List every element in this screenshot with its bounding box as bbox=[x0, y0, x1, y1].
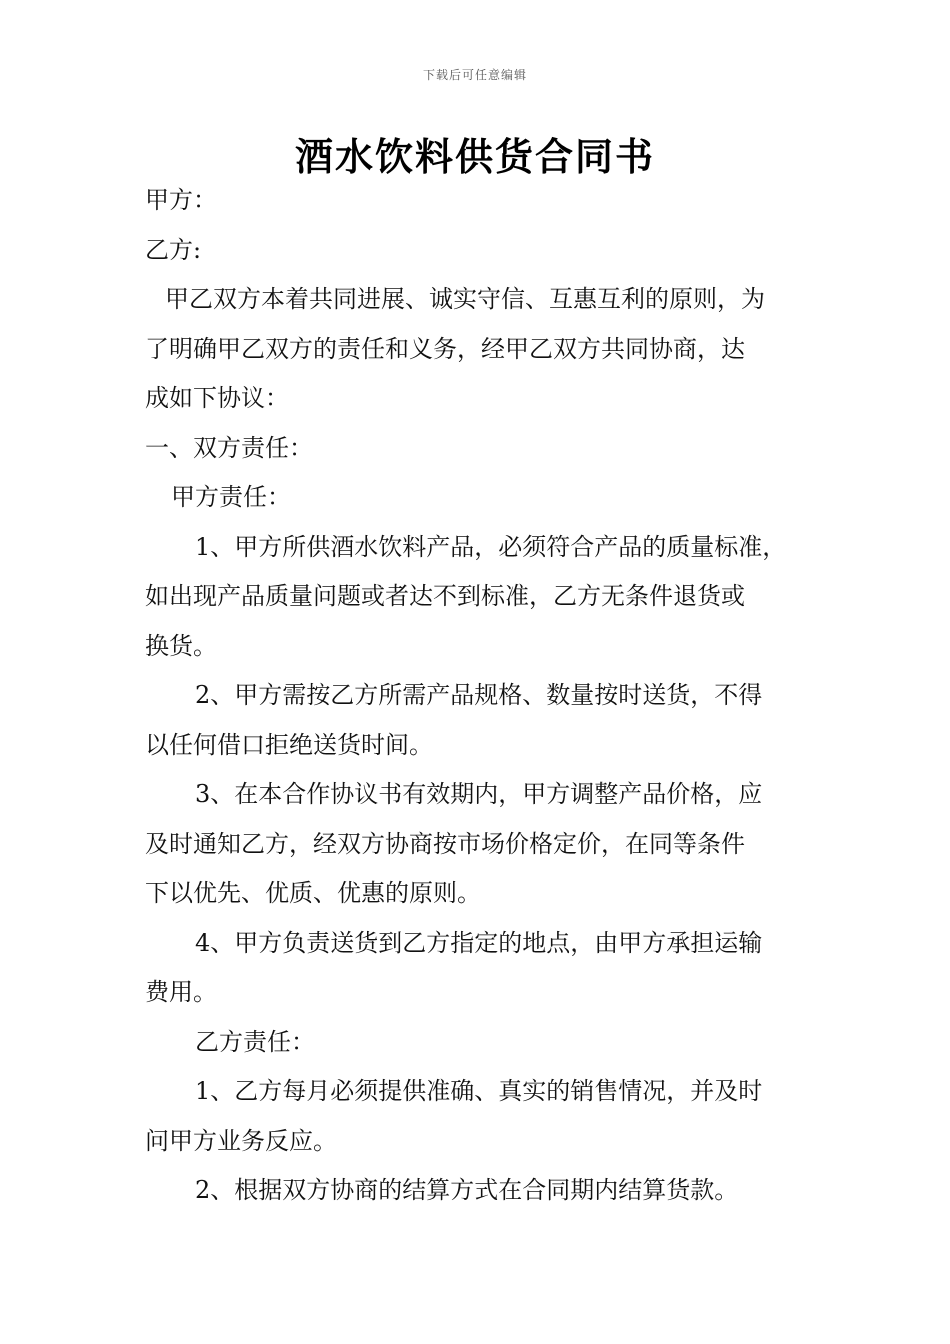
preamble-line: 成如下协议： bbox=[145, 384, 289, 412]
clause-line: 及时通知乙方，经双方协商按市场价格定价，在同等条件 bbox=[145, 829, 745, 858]
clause-line: 以任何借口拒绝送货时间。 bbox=[145, 730, 433, 759]
clause-line: 4、甲方负责送货到乙方指定的地点，由甲方承担运输 bbox=[195, 928, 763, 957]
section-heading: 一、双方责任： bbox=[145, 433, 313, 462]
clause-line: 下以优先、优质、优惠的原则。 bbox=[145, 879, 481, 907]
clause-line: 1、乙方每月必须提供准确、真实的销售情况，并及时 bbox=[195, 1077, 763, 1105]
party-b-label: 乙方: bbox=[145, 235, 202, 264]
clause-line: 费用。 bbox=[145, 978, 217, 1006]
clause-line: 如出现产品质量问题或者达不到标准，乙方无条件退货或 bbox=[145, 582, 745, 610]
document-title: 酒水饮料供货合同书 bbox=[294, 134, 655, 179]
party-b-duties-heading: 乙方责任： bbox=[195, 1027, 315, 1056]
clause-line: 问甲方业务反应。 bbox=[145, 1126, 337, 1155]
clause-line: 1、甲方所供酒水饮料产品，必须符合产品的质量标准， bbox=[195, 532, 787, 561]
header-note: 下载后可任意编辑 bbox=[422, 68, 527, 82]
party-a-duties-heading: 甲方责任： bbox=[171, 483, 291, 511]
clause-line: 2、甲方需按乙方所需产品规格、数量按时送货，不得 bbox=[195, 681, 763, 709]
preamble-line: 了明确甲乙双方的责任和义务，经甲乙双方共同协商，达 bbox=[145, 334, 745, 363]
clause-line: 2、根据双方协商的结算方式在合同期内结算货款。 bbox=[195, 1176, 739, 1204]
preamble-line: 甲乙双方本着共同进展、诚实守信、互惠互利的原则，为 bbox=[165, 285, 765, 313]
party-a-label: 甲方： bbox=[145, 186, 217, 214]
document-body bbox=[145, 176, 815, 1216]
clause-line: 3、在本合作协议书有效期内，甲方调整产品价格，应 bbox=[195, 780, 763, 808]
clause-line: 换货。 bbox=[145, 631, 217, 660]
